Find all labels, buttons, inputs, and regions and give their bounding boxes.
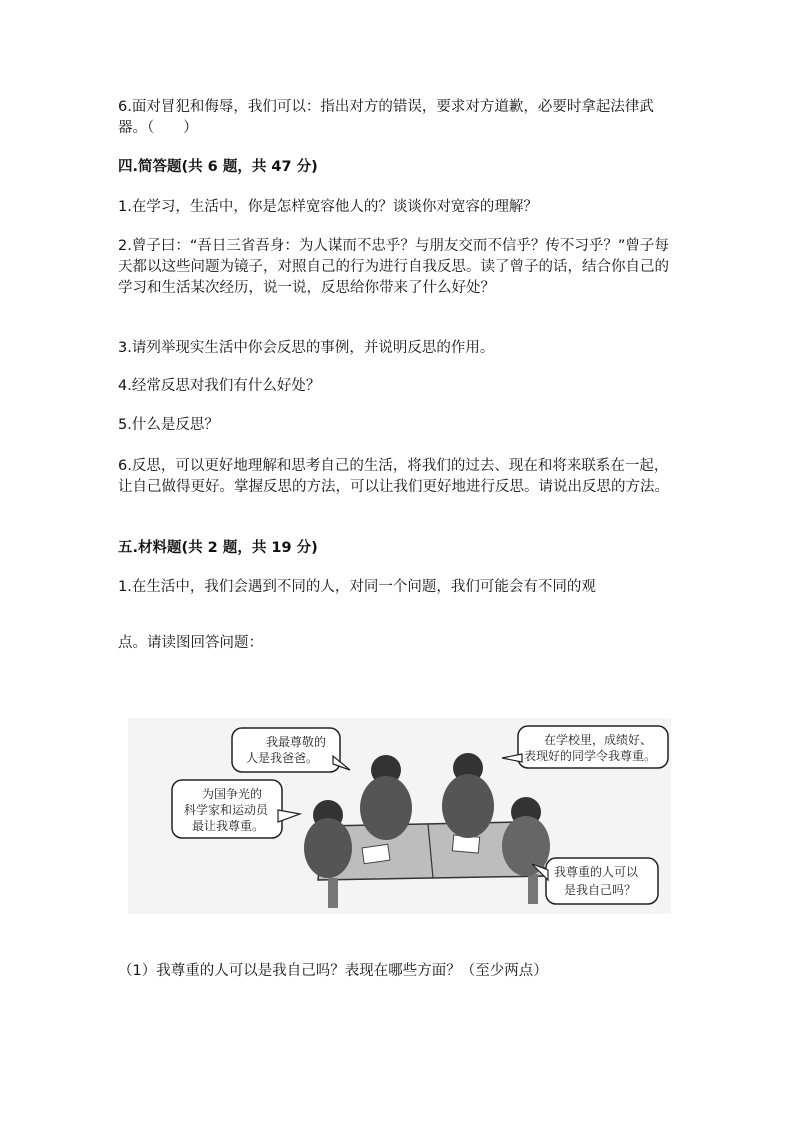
discussion-illustration: [128, 718, 671, 914]
speech-bubble-1: [232, 728, 350, 772]
essay-question-5: 5.什么是反思？: [118, 417, 219, 433]
speech-bubble-3: [502, 726, 668, 768]
student-figure: [360, 755, 412, 840]
essay-question-4: 4.经常反思对我们有什么好处？: [118, 378, 321, 394]
student-figure: [502, 797, 550, 876]
student-figure: [442, 753, 494, 838]
illustration-svg: [128, 718, 671, 914]
question-6: 6.面对冒犯和侮辱，我们可以：指出对方的错误，要求对方道歉，必要时拿起法律武器。（ ）: [118, 99, 654, 136]
essay-question-1: 1.在学习，生活中，你是怎样宽容他人的？谈谈你对宽容的理解？: [118, 199, 538, 215]
essay-question-2: 2.曾子曰：“吾日三省吾身：为人谋而不忠乎？与朋友交而不信乎？传不习乎？”曾子每天都以这些问题为镜子，对照自己的行为进行自我反思。读了曾子的话，结合你自己的学习和生活某次经历，说一说，反思给你带来了什么好处？: [118, 238, 669, 296]
table-leg: [528, 874, 538, 904]
table-leg: [328, 878, 338, 908]
material-question-1-line2: 点。请读图回答问题：: [118, 635, 263, 651]
speech-bubble-4: [532, 858, 658, 904]
section-4-title: 四.简答题(共 6 题，共 47 分): [118, 159, 318, 175]
bubble-1-line2: 人是我爸爸。: [246, 751, 319, 765]
bubble-2-line3: 最让我尊重。: [192, 819, 265, 833]
essay-question-6: 6.反思，可以更好地理解和思考自己的生活，将我们的过去、现在和将来联系在一起，让自己做得更好。掌握反思的方法，可以让我们更好地进行反思。请说出反思的方法。: [118, 458, 669, 495]
student-figure: [304, 800, 352, 878]
bubble-1-line1: 我最尊敬的: [266, 735, 327, 749]
paper-sheet: [362, 844, 390, 863]
speech-bubble-2: [172, 780, 300, 838]
section-5-title: 五.材料题(共 2 题，共 19 分): [118, 540, 318, 556]
bubble-4-line2: 是我自己吗？: [564, 883, 637, 897]
bubble-3-line1: 在学校里，成绩好、: [544, 733, 653, 747]
bubble-4-line1: 我尊重的人可以: [554, 865, 639, 879]
sub-question-1: （1）我尊重的人可以是我自己吗？表现在哪些方面？（至少两点）: [118, 963, 548, 979]
material-question-1-line1: 1.在生活中，我们会遇到不同的人，对同一个问题，我们可能会有不同的观: [118, 579, 596, 595]
bubble-2-line2: 科学家和运动员: [184, 803, 269, 817]
essay-question-3: 3.请列举现实生活中你会反思的事例，并说明反思的作用。: [118, 340, 495, 356]
bubble-3-line2: 表现好的同学令我尊重。: [524, 749, 657, 763]
bubble-2-line1: 为国争光的: [202, 787, 263, 801]
